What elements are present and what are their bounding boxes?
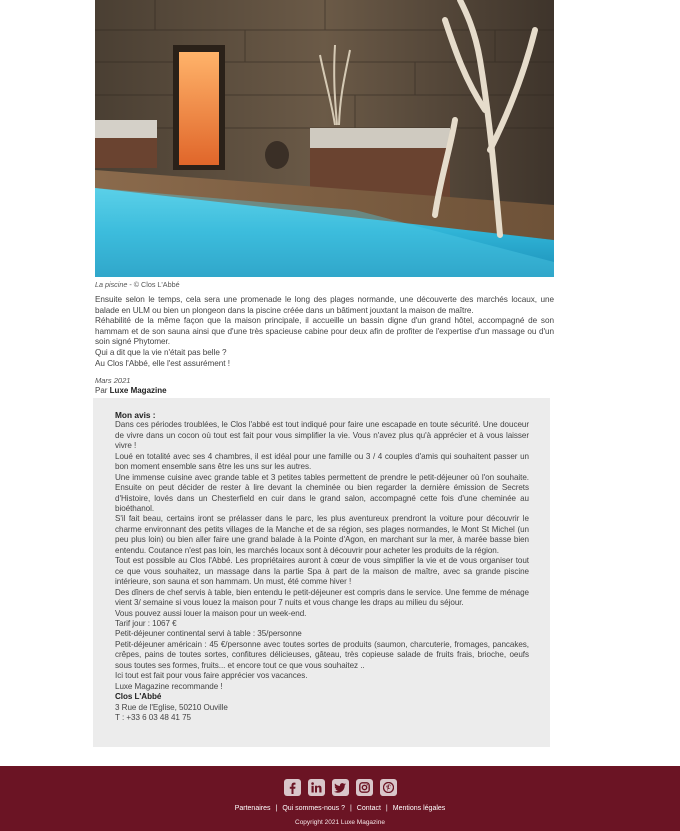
venue-address: 3 Rue de l'Eglise, 50210 Ouville <box>115 702 228 712</box>
footer-link-about[interactable]: Qui sommes-nous ? <box>282 805 345 812</box>
copyright: Copyright 2021 Luxe Magazine <box>295 819 385 826</box>
byline-prefix: Par <box>95 386 110 396</box>
opinion-paragraph: S'il fait beau, certains iront se prélasser dans le parc, les plus aventureux prendront la voiture pour découvrir le charme environnant des petits villages de la Manche et de sa région, ses plages normandes, le Mont St Michel (un peu plus loin) ou bien aller faire une grand balade à la Pointe d'Agon, en marchant sur la mer, à marée basse bien entendu. Coutance n'est pas loin, les marchés locaux sont à découvrir pour acheter les produits de la région. <box>115 514 529 555</box>
footer-separator: | <box>385 805 388 812</box>
opinion-paragraph: Une immense cuisine avec grande table et 3 petites tables permettent de prendre le petit-déjeuner où l'on souhaite. Ensuite on peut décider de rester à lire devant la cheminée ou bien regarder la dernière émission de Secrets d'Histoire, lovés dans un Chesterfield en cuir dans le grand salon, accompagné cette fois d'une cheminée au bioéthanol. <box>115 472 529 514</box>
opinion-paragraph: Loué en totalité avec ses 4 chambres, il est idéal pour une famille ou 3 / 4 couples d'amis qui souhaitent passer un bon moment ensemble sans être les uns sur les autres. <box>115 451 529 472</box>
article-paragraph: Ensuite selon le temps, cela sera une promenade le long des plages normande, une découverte des marchés locaux, une balade en ULM ou bien un plongeon dans la piscine créée dans un bâtiment jouxtant la maison de maître. <box>95 295 554 315</box>
opinion-box <box>93 398 550 747</box>
article-paragraph: Qui a dit que la vie n'était pas belle ? <box>95 347 227 357</box>
article-paragraph: Au Clos l'Abbé, elle l'est assurément ! <box>95 358 230 368</box>
venue-phone[interactable]: T : +33 6 03 48 41 75 <box>115 713 191 723</box>
pool-photo <box>95 0 554 277</box>
opinion-title: Mon avis : <box>115 410 156 420</box>
venue-name: Clos L'Abbé <box>115 692 162 702</box>
footer-link-legal[interactable]: Mentions légales <box>392 805 446 812</box>
caption-credit: - © Clos L'Abbé <box>127 280 180 289</box>
opinion-paragraph: Tarif jour : 1067 € <box>115 619 177 629</box>
article-date: Mars 2021 <box>95 376 131 386</box>
twitter-icon[interactable] <box>332 779 349 796</box>
footer-link-partenaires[interactable]: Partenaires <box>234 805 271 812</box>
photo-caption <box>95 280 554 290</box>
footer-link-contact[interactable]: Contact <box>356 805 381 812</box>
opinion-paragraph: Ici tout est fait pour vous faire apprécier vos vacances. <box>115 671 308 681</box>
opinion-paragraph: Luxe Magazine recommande ! <box>115 681 223 691</box>
opinion-paragraph: Petit-déjeuner continental servi à table : 35/personne <box>115 629 302 639</box>
facebook-icon[interactable] <box>284 779 301 796</box>
opinion-paragraph: Petit-déjeuner américain : 45 €/personne avec toutes sortes de produits (saumon, charcuterie, fromages, pancakes, crêpes, pains de toutes sortes, confitures délicieuses, gâteau, très copieuse salade de fruits frais, brioche, oeufs sous toutes ses formes, fruits... et encore tout ce que vous souhaitez .. <box>115 639 529 670</box>
linkedin-icon[interactable] <box>308 779 325 796</box>
opinion-paragraph: Dans ces périodes troublées, le Clos l'abbé est tout indiqué pour faire une escapade en toute sécurité. Une douceur de vivre dans un cocon où tout est fait pour vous simplifier la vie. Vous n'avez plus qu'à apprécier et à vous laisser vivre ! <box>115 420 529 451</box>
opinion-paragraph: Vous pouvez aussi louer la maison pour un week-end. <box>115 608 307 618</box>
instagram-icon[interactable] <box>356 779 373 796</box>
footer-separator: | <box>349 805 352 812</box>
pinterest-icon[interactable] <box>380 779 397 796</box>
social-links <box>0 779 680 796</box>
site-footer <box>0 766 680 831</box>
caption-title: La piscine <box>95 280 128 289</box>
footer-nav <box>0 804 680 814</box>
opinion-paragraph: Tout est possible au Clos l'Abbé. Les propriétaires auront à cœur de vous simplifier la vie et de vous organiser tout ce que vous souhaitez, un massage dans la partie Spa à part de la maison de maître, avec sa grande piscine intérieure, son sauna et son hammam. Un must, été comme hiver ! <box>115 556 529 587</box>
article-paragraph: Réhabilité de la même façon que la maison principale, il accueille un bassin digne d'un grand hôtel, accompagné de son hammam et de son sauna ainsi que d'une très spacieuse cabine pour deux afin de profiter de l'expertise d'un massage ou d'un soin signé Phytomer. <box>95 316 554 347</box>
byline <box>95 386 554 397</box>
article <box>95 0 554 397</box>
article-body <box>95 295 554 369</box>
author-name[interactable]: Luxe Magazine <box>109 386 167 396</box>
opinion-paragraph: Des dîners de chef servis à table, bien entendu le petit-déjeuner est compris dans le service. Une femme de ménage vient 3/ semaine si vous louez la maison pour 7 nuits et vous change les draps au milieu du séjour. <box>115 587 529 608</box>
footer-separator: | <box>275 805 278 812</box>
